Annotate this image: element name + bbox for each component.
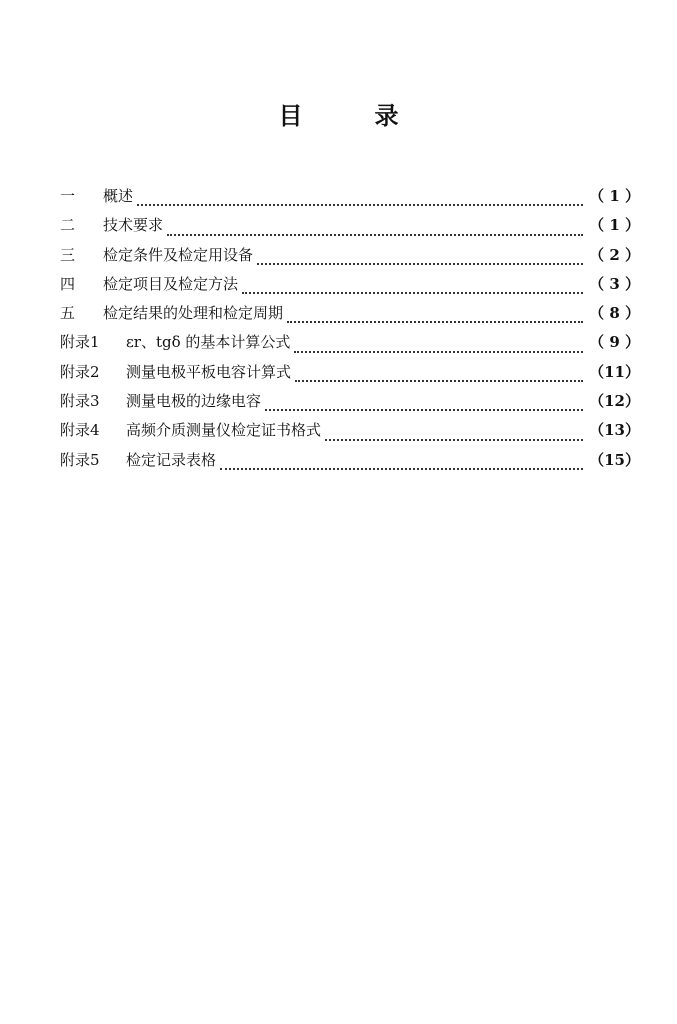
toc-entry-number: 二 bbox=[60, 216, 76, 235]
toc-entry-number: 四 bbox=[60, 274, 76, 293]
toc-dot-leader bbox=[242, 292, 583, 294]
toc-entry-3 bbox=[60, 246, 640, 275]
toc-entry-page: （ 1 ） bbox=[589, 216, 640, 235]
toc-entry-label: 技术要求 bbox=[103, 216, 164, 235]
toc-entry-label: εr、tgδ 的基本计算公式 bbox=[126, 333, 291, 352]
toc-entry-label: 概述 bbox=[103, 187, 134, 205]
toc-entry-label: 检定结果的处理和检定周期 bbox=[103, 304, 284, 323]
table-of-contents bbox=[60, 187, 640, 480]
toc-entry-page: （ 9 ） bbox=[589, 333, 640, 352]
page-title bbox=[0, 96, 677, 131]
toc-dot-leader bbox=[287, 321, 583, 323]
toc-entry-appendix-1 bbox=[60, 333, 640, 362]
toc-dot-leader bbox=[167, 234, 583, 236]
toc-entry-number: 附录2 bbox=[60, 362, 100, 381]
toc-dot-leader bbox=[137, 204, 583, 206]
toc-entry-1 bbox=[60, 187, 640, 216]
toc-entry-number: 附录3 bbox=[60, 392, 100, 411]
toc-entry-appendix-3 bbox=[60, 392, 640, 421]
toc-entry-label: 检定记录表格 bbox=[126, 450, 217, 469]
toc-entry-page: （11） bbox=[589, 362, 640, 381]
toc-entry-page: （15） bbox=[589, 450, 640, 469]
toc-entry-number: 附录5 bbox=[60, 450, 100, 469]
toc-entry-page: （13） bbox=[589, 421, 640, 440]
toc-entry-page: （ 1 ） bbox=[589, 187, 640, 205]
toc-entry-label: 高频介质测量仪检定证书格式 bbox=[126, 421, 322, 440]
title-char-1: 目 bbox=[278, 102, 303, 130]
toc-entry-number: 五 bbox=[60, 304, 76, 323]
toc-entry-label: 测量电极平板电容计算式 bbox=[126, 362, 292, 381]
toc-entry-4 bbox=[60, 275, 640, 304]
toc-dot-leader bbox=[325, 439, 583, 441]
toc-dot-leader bbox=[265, 409, 583, 411]
toc-dot-leader bbox=[220, 468, 583, 470]
toc-entry-number: 附录1 bbox=[60, 333, 100, 352]
toc-entry-appendix-5 bbox=[60, 451, 640, 480]
toc-entry-page: （ 8 ） bbox=[589, 304, 640, 323]
toc-entry-number: 一 bbox=[60, 187, 76, 205]
toc-dot-leader bbox=[257, 263, 583, 265]
toc-entry-number: 三 bbox=[60, 245, 76, 264]
toc-entry-number: 附录4 bbox=[60, 421, 100, 440]
toc-entry-page: （ 3 ） bbox=[589, 274, 640, 293]
toc-entry-2 bbox=[60, 216, 640, 245]
toc-dot-leader bbox=[295, 380, 583, 382]
toc-entry-appendix-2 bbox=[60, 363, 640, 392]
toc-entry-5 bbox=[60, 304, 640, 333]
toc-dot-leader bbox=[294, 351, 583, 353]
toc-entry-label: 检定项目及检定方法 bbox=[103, 274, 239, 293]
toc-entry-page: （12） bbox=[589, 392, 640, 411]
toc-entry-page: （ 2 ） bbox=[589, 245, 640, 264]
title-char-2: 录 bbox=[374, 102, 399, 130]
toc-entry-label: 检定条件及检定用设备 bbox=[103, 245, 254, 264]
toc-entry-label: 测量电极的边缘电容 bbox=[126, 392, 262, 411]
toc-entry-appendix-4 bbox=[60, 421, 640, 450]
